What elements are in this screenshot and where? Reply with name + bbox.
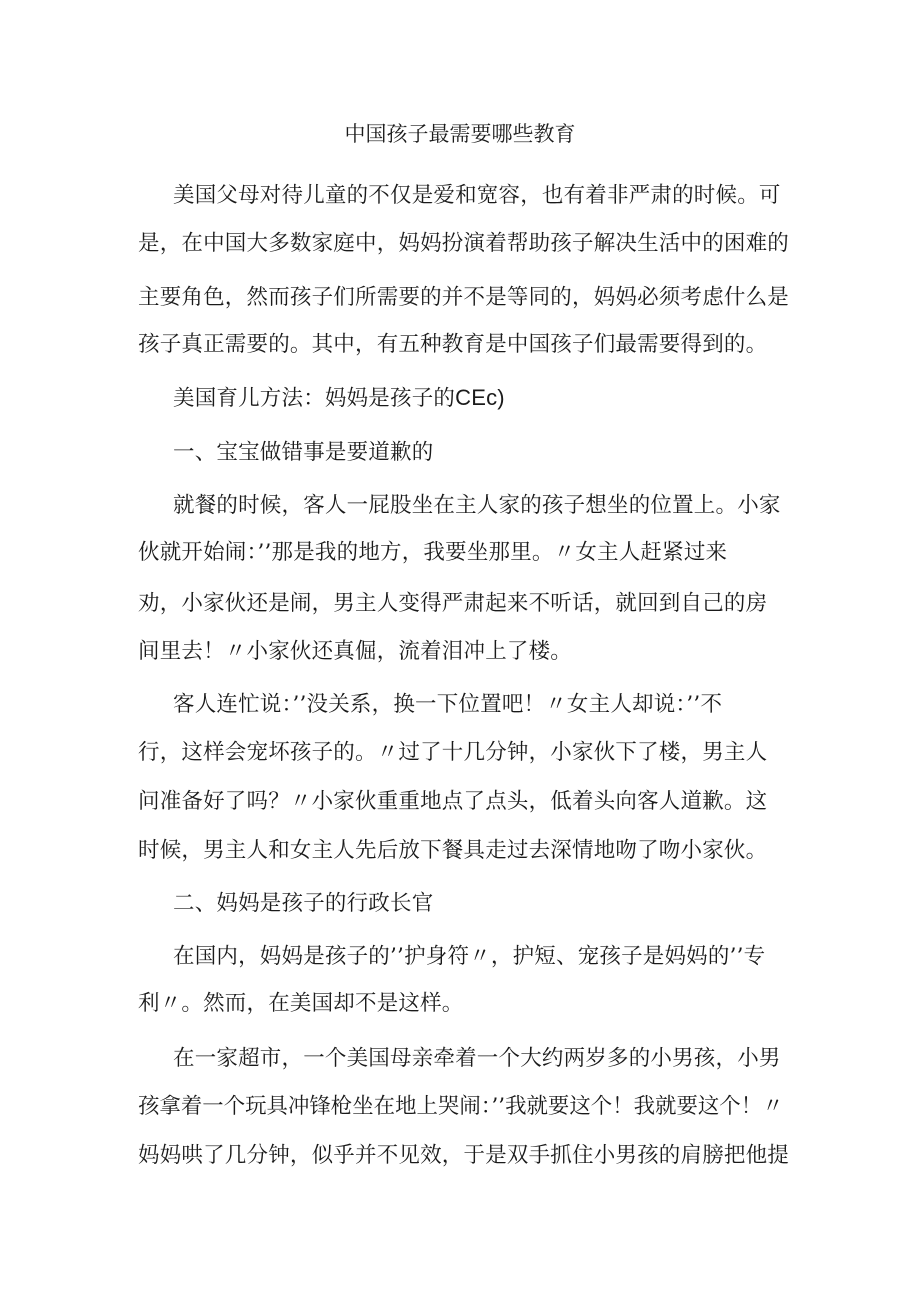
paragraph-line: 利〃。然而，在美国却不是这样。 bbox=[138, 991, 464, 1016]
section-heading-1: 一、宝宝做错事是要道歉的 bbox=[173, 440, 434, 465]
section-heading-2: 二、妈妈是孩子的行政长官 bbox=[173, 891, 434, 916]
paragraph-line: 就餐的时候，客人一屁股坐在主人家的孩子想坐的位置上。小家 bbox=[173, 493, 781, 518]
paragraph-line: 妈妈哄了几分钟，似乎并不见效，于是双手抓住小男孩的肩膀把他提 bbox=[138, 1143, 790, 1168]
paragraph-line: 主要角色，然而孩子们所需要的并不是等同的，妈妈必须考虑什么是 bbox=[138, 285, 790, 310]
paragraph-line: 在国内，妈妈是孩子的’’护身符〃，护短、宠孩子是妈妈的’’专 bbox=[173, 944, 766, 969]
paragraph-line: 时候，男主人和女主人先后放下餐具走过去深情地吻了吻小家伙。 bbox=[138, 838, 768, 863]
method-suffix: CEc) bbox=[455, 385, 505, 410]
document-title: 中国孩子最需要哪些教育 bbox=[344, 122, 576, 146]
paragraph-line: 间里去！〃小家伙还真倔，流着泪冲上了楼。 bbox=[138, 639, 573, 664]
paragraph-line: 问准备好了吗？〃小家伙重重地点了点头，低着头向客人道歉。这 bbox=[138, 789, 768, 814]
paragraph-line: 美国父母对待儿童的不仅是爱和宽容，也有着非严肃的时候。可 bbox=[173, 183, 781, 208]
method-line bbox=[173, 382, 505, 415]
paragraph-line: 孩拿着一个玩具冲锋枪坐在地上哭闹：’’我就要这个！我就要这个！〃 bbox=[138, 1094, 784, 1119]
paragraph-line: 是，在中国大多数家庭中，妈妈扮演着帮助孩子解决生活中的困难的 bbox=[138, 231, 790, 256]
paragraph-line: 劝，小家伙还是闹，男主人变得严肃起来不听话，就回到自己的房 bbox=[138, 591, 768, 616]
paragraph-line: 客人连忙说：’’没关系，换一下位置吧！〃女主人却说：’’不 bbox=[173, 692, 723, 717]
paragraph-line: 伙就开始闹：’’那是我的地方，我要坐那里。〃女主人赶紧过来 bbox=[138, 540, 728, 565]
paragraph-line: 行，这样会宠坏孩子的。〃过了十几分钟，小家伙下了楼，男主人 bbox=[138, 740, 768, 765]
method-prefix: 美国育儿方法：妈妈是孩子的 bbox=[173, 386, 456, 411]
paragraph-line: 在一家超市，一个美国母亲牵着一个大约两岁多的小男孩，小男 bbox=[173, 1046, 781, 1071]
paragraph-line: 孩子真正需要的。其中，有五种教育是中国孩子们最需要得到的。 bbox=[138, 332, 768, 357]
